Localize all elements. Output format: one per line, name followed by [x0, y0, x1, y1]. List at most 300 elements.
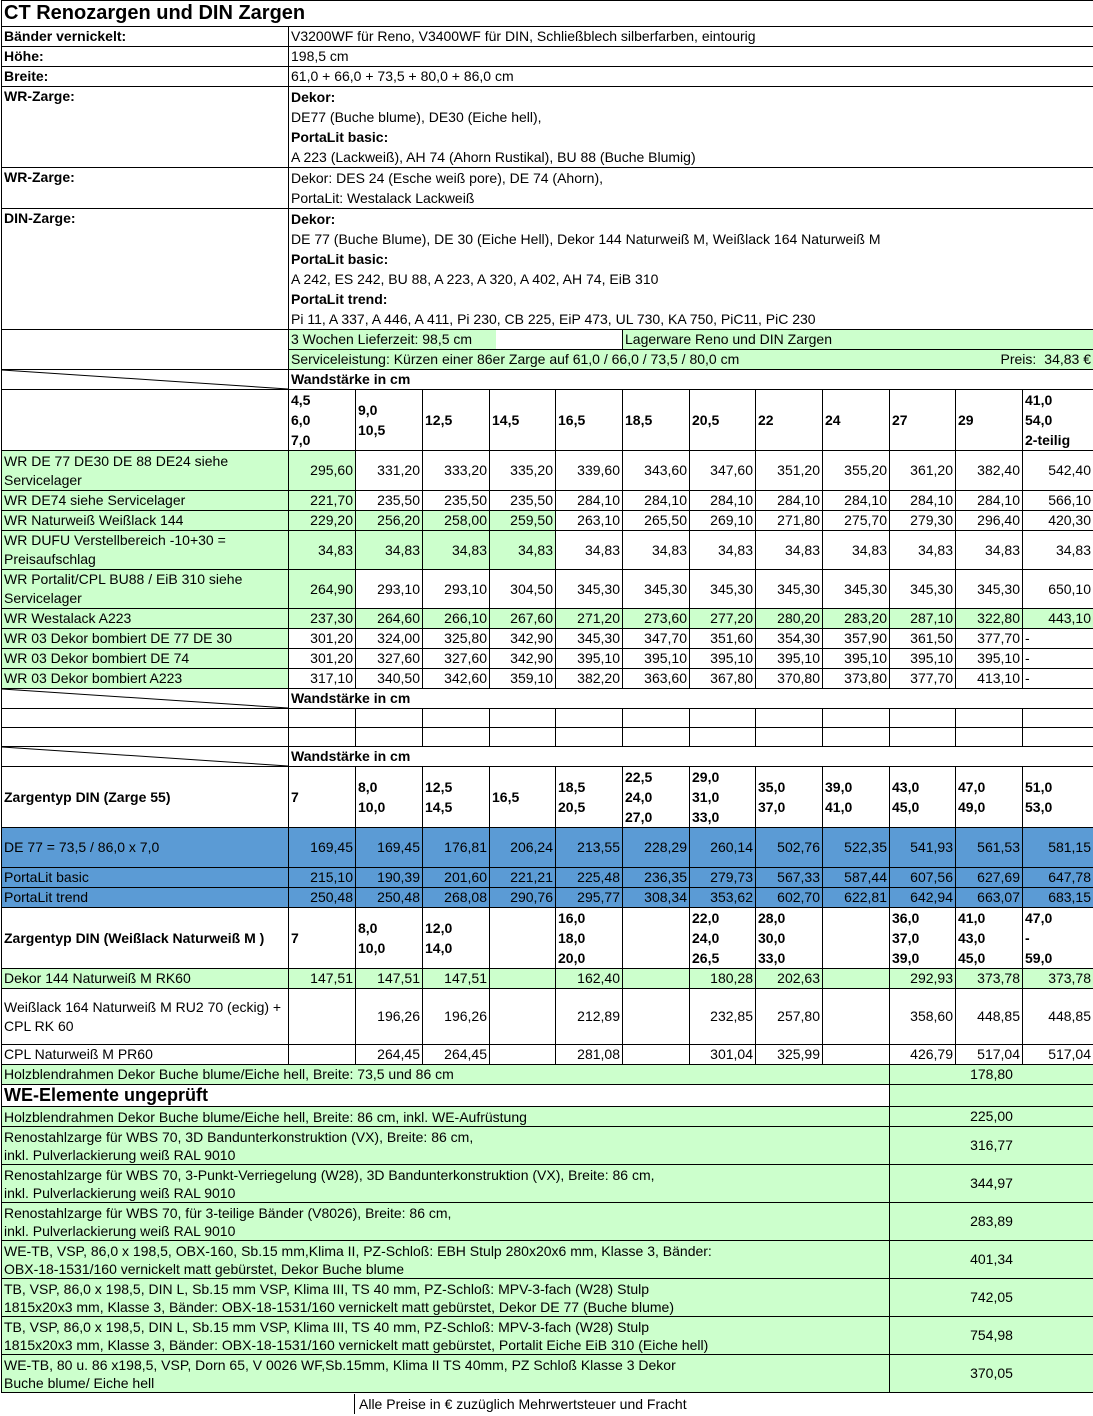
table-row: [2, 969, 1093, 989]
price-cell: 343,60: [623, 451, 690, 491]
cell-line: 37,0: [892, 930, 920, 946]
row-label: Weißlack 164 Naturweiß M RU2 70 (eckig) + CPL RK 60: [2, 989, 289, 1045]
price-cell: 304,50: [490, 570, 556, 609]
we-title: WE-Elemente ungeprüft: [2, 1085, 890, 1107]
price-cell: 395,10: [623, 649, 690, 669]
empty-cell: [2, 709, 289, 728]
cell-line: 33,0: [758, 950, 786, 966]
price-cell: 267,60: [490, 609, 556, 629]
price-cell: 345,30: [823, 570, 890, 609]
price-cell: 264,45: [423, 1045, 490, 1065]
price-cell: 502,76: [756, 828, 823, 868]
price-cell: [623, 1045, 690, 1065]
price-cell: 258,00: [423, 511, 490, 531]
cell-line: 27: [892, 412, 908, 428]
diagonal-line: [2, 689, 288, 708]
diagonal-cell: [2, 747, 289, 767]
price-cell: 443,10: [1023, 609, 1093, 629]
we-item-price: 225,00: [890, 1107, 1093, 1127]
row-label: Dekor 144 Naturweiß M RK60: [2, 969, 289, 989]
price-cell: 280,20: [756, 609, 823, 629]
cell-line: 37,0: [758, 799, 786, 815]
price-cell: 283,20: [823, 609, 890, 629]
cell-line: 10,5: [358, 422, 386, 438]
price-cell: 295,77: [556, 888, 623, 908]
price-cell: 235,50: [490, 491, 556, 511]
we-item-price: 401,34: [890, 1241, 1093, 1279]
empty-cell: [490, 728, 556, 747]
table-row: [2, 649, 1093, 669]
table-row: [2, 47, 1093, 67]
wall-thickness-header: [823, 390, 890, 451]
cell-line: 22: [758, 412, 774, 428]
lieferzeit: 3 Wochen Lieferzeit: 98,5 cm: [289, 330, 623, 350]
diagonal-cell: [2, 689, 289, 709]
holz-price: 178,80: [890, 1065, 1093, 1085]
we-item-price: 316,77: [890, 1127, 1093, 1165]
cell-line: 39,0: [892, 950, 920, 966]
table-row: [2, 1355, 1093, 1393]
row-label: WR Portalit/CPL BU88 / EiB 310 siehe Servicelager: [2, 570, 289, 609]
price-cell: 333,20: [423, 451, 490, 491]
cell-line: 18,5: [625, 412, 653, 428]
row-label: WR 03 Dekor bombiert DE 77 DE 30: [2, 629, 289, 649]
price-cell: 284,10: [956, 491, 1023, 511]
holz-label: Holzblendrahmen Dekor Buche blume/Eiche hell, Breite: 73,5 und 86 cm: [2, 1065, 890, 1085]
price-cell: 363,60: [623, 669, 690, 689]
price-cell: 342,60: [423, 669, 490, 689]
wall-thickness-header: [423, 908, 490, 969]
price-cell: 34,83: [956, 531, 1023, 570]
price-cell: [823, 989, 890, 1045]
price-cell: 345,30: [956, 570, 1023, 609]
price-cell: 395,10: [690, 649, 756, 669]
empty-cell: [1023, 709, 1093, 728]
price-cell: 335,20: [490, 451, 556, 491]
cell-line: Holzblendrahmen Dekor Buche blume/Eiche hell, Breite: 86 cm, inkl. WE-Aufrüstung: [4, 1108, 527, 1125]
price-cell: [823, 1045, 890, 1065]
table-row: [2, 1241, 1093, 1279]
wall-thickness-header: [890, 908, 956, 969]
price-table: [1, 0, 1093, 1393]
wall-thickness-header: [556, 767, 623, 828]
cell-line: 26,5: [692, 950, 720, 966]
we-item-label: [2, 1279, 890, 1317]
price-cell: 34,83: [756, 531, 823, 570]
cell-line: 39,0: [825, 779, 853, 795]
cell-line: Dekor: DES 24 (Esche weiß pore), DE 74 (Ahorn),: [291, 170, 604, 186]
price-cell: 542,40: [1023, 451, 1093, 491]
empty-cell: [2, 330, 289, 370]
price-cell: 373,80: [823, 669, 890, 689]
cell-line: Dekor:: [291, 211, 336, 227]
price-cell: [490, 969, 556, 989]
price-cell: 370,80: [756, 669, 823, 689]
price-cell: 342,90: [490, 649, 556, 669]
service-price: [1001, 350, 1092, 369]
empty-cell: [490, 709, 556, 728]
we-title-price: [890, 1085, 1093, 1107]
price-cell: 34,83: [890, 531, 956, 570]
cell-line: OBX-18-1531/160 vernickelt matt gebürstet, Dekor Buche blume: [4, 1260, 404, 1277]
empty-cell: [423, 728, 490, 747]
cell-line: Pi 11, A 337, A 446, A 411, Pi 230, CB 225, EiP 473, UL 730, KA 750, PiC11, PiC 230: [291, 311, 816, 327]
price-cell: 236,35: [623, 868, 690, 888]
price-cell: 395,10: [823, 649, 890, 669]
info-value: 61,0 + 66,0 + 73,5 + 80,0 + 86,0 cm: [289, 67, 1093, 87]
cell-line: PortaLit: Westalack Lackweiß: [291, 190, 475, 206]
price-cell: 420,30: [1023, 511, 1093, 531]
cell-line: 16,0: [558, 910, 586, 926]
wall-thickness-header: [956, 908, 1023, 969]
cell-line: 54,0: [1025, 412, 1053, 428]
cell-line: 18,0: [558, 930, 586, 946]
cell-line: 14,5: [425, 799, 453, 815]
price-cell: 351,20: [756, 451, 823, 491]
table-row: [2, 87, 1093, 168]
we-item-label: [2, 1107, 890, 1127]
cell-line: DE 77 (Buche Blume), DE 30 (Eiche Hell), Dekor 144 Naturweiß M, Weißlack 164 Naturweiß M: [291, 231, 881, 247]
price-cell: 206,24: [490, 828, 556, 868]
price-cell: 359,10: [490, 669, 556, 689]
diagonal-cell: [2, 370, 289, 390]
row-label: CPL Naturweiß M PR60: [2, 1045, 289, 1065]
price-cell: 317,10: [289, 669, 356, 689]
price-cell: 176,81: [423, 828, 490, 868]
price-cell: 647,78: [1023, 868, 1093, 888]
cell-line: 14,0: [425, 940, 453, 956]
price-cell: 277,20: [690, 609, 756, 629]
cell-line: A 242, ES 242, BU 88, A 223, A 320, A 402, AH 74, EiB 310: [291, 271, 659, 287]
info-value: V3200WF für Reno, V3400WF für DIN, Schließblech silberfarben, eintourig: [289, 27, 1093, 47]
wall-thickness-header: [890, 767, 956, 828]
price-cell: 190,39: [356, 868, 423, 888]
price-cell: 355,20: [823, 451, 890, 491]
table-row: [2, 888, 1093, 908]
wall-thickness-header: [423, 390, 490, 451]
price-cell: 327,60: [356, 649, 423, 669]
empty-cell: [356, 709, 423, 728]
price-cell: 264,60: [356, 609, 423, 629]
table-row: [2, 67, 1093, 87]
table-row: [2, 709, 1093, 728]
we-item-price: 742,05: [890, 1279, 1093, 1317]
table-row: [2, 1045, 1093, 1065]
cell-line: A 223 (Lackweiß), AH 74 (Ahorn Rustikal), BU 88 (Buche Blumig): [291, 149, 696, 165]
cell-line: DE77 (Buche blume), DE30 (Eiche hell),: [291, 109, 542, 125]
price-cell: 347,70: [623, 629, 690, 649]
cell-line: 4,5: [291, 392, 311, 408]
price-cell: 327,60: [423, 649, 490, 669]
wall-thickness-header: [890, 390, 956, 451]
cell-line: 18,5: [558, 779, 586, 795]
wr1-details: [289, 87, 1093, 168]
price-cell: 373,78: [1023, 969, 1093, 989]
din55-label: Zargentyp DIN (Zarge 55): [2, 767, 289, 828]
wall-thickness-header: [823, 767, 890, 828]
cell-line: 12,0: [425, 920, 453, 936]
table-row: [2, 908, 1093, 969]
cell-line: 24,0: [625, 789, 653, 805]
price-cell: 607,56: [890, 868, 956, 888]
price-cell: 264,45: [356, 1045, 423, 1065]
price-cell: 395,10: [556, 649, 623, 669]
price-cell: 215,10: [289, 868, 356, 888]
price-cell: 257,80: [756, 989, 823, 1045]
price-cell: 342,90: [490, 629, 556, 649]
price-cell: 377,70: [956, 629, 1023, 649]
wr1-label: WR-Zarge:: [2, 87, 289, 168]
wall-thickness-header: [623, 390, 690, 451]
price-cell: 169,45: [289, 828, 356, 868]
price-cell: 287,10: [890, 609, 956, 629]
price-cell: 212,89: [556, 989, 623, 1045]
dinweiss-label: Zargentyp DIN (Weißlack Naturweiß M ): [2, 908, 289, 969]
cell-line: 22,0: [692, 910, 720, 926]
lagerware: Lagerware Reno und DIN Zargen: [623, 330, 1093, 350]
wandstaerke-label: Wandstärke in cm: [289, 747, 1093, 767]
cell-line: 20,0: [558, 950, 586, 966]
cell-line: 45,0: [892, 799, 920, 815]
cell-line: inkl. Pulverlackierung weiß RAL 9010: [4, 1184, 236, 1201]
cell-line: 1815x20x3 mm, Klasse 3, Bänder: OBX-18-1531/160 vernickelt matt gebürstet, Dekor DE 77 (Buche blume): [4, 1298, 675, 1315]
price-cell: 256,20: [356, 511, 423, 531]
cell-line: 9,0: [358, 402, 378, 418]
cell-line: 27,0: [625, 809, 653, 825]
table-row: [2, 451, 1093, 491]
price-cell: 221,21: [490, 868, 556, 888]
price-cell: 627,69: [956, 868, 1023, 888]
empty-cell: [756, 709, 823, 728]
price-cell: -: [1023, 649, 1093, 669]
price-cell: 642,94: [890, 888, 956, 908]
price-cell: 279,30: [890, 511, 956, 531]
table-row: [2, 1127, 1093, 1165]
price-cell: 260,14: [690, 828, 756, 868]
wr2-details: [289, 168, 1093, 209]
row-label: DE 77 = 73,5 / 86,0 x 7,0: [2, 828, 289, 868]
price-cell: 228,29: [623, 828, 690, 868]
price-cell: 301,20: [289, 649, 356, 669]
we-item-label: [2, 1127, 890, 1165]
cell-line: 53,0: [1025, 799, 1053, 815]
price-cell: 281,08: [556, 1045, 623, 1065]
price-cell: 325,99: [756, 1045, 823, 1065]
price-cell: 622,81: [823, 888, 890, 908]
price-cell: 290,76: [490, 888, 556, 908]
price-cell: 201,60: [423, 868, 490, 888]
price-cell: 235,50: [356, 491, 423, 511]
cell-line: WE-TB, 80 u. 86 x198,5, VSP, Dorn 65, V 0026 WF,Sb.15mm, Klima II TS 40mm, PZ Schloß Klasse 3 Dekor: [4, 1356, 676, 1373]
price-cell: 448,85: [1023, 989, 1093, 1045]
cell-line: Renostahlzarge für WBS 70, 3-Punkt-Verriegelung (W28), 3D Bandunterkonstruktion (VX), Breite: 86 cm,: [4, 1166, 655, 1183]
price-cell: 147,51: [356, 969, 423, 989]
price-cell: 517,04: [1023, 1045, 1093, 1065]
table-row: [2, 689, 1093, 709]
cell-line: TB, VSP, 86,0 x 198,5, DIN L, Sb.15 mm VSP, Klima III, TS 40 mm, PZ-Schloß: MPV-3-fach (W28) Stulp: [4, 1318, 650, 1335]
price-cell: 345,30: [690, 570, 756, 609]
price-cell: 34,83: [556, 531, 623, 570]
we-item-label: [2, 1241, 890, 1279]
empty-cell: [956, 709, 1023, 728]
wall-thickness-header: [556, 908, 623, 969]
cell-line: PortaLit trend:: [291, 291, 388, 307]
wall-thickness-header: [289, 390, 356, 451]
price-cell: 322,80: [956, 609, 1023, 629]
cell-line: inkl. Pulverlackierung weiß RAL 9010: [4, 1146, 236, 1163]
empty-cell: [623, 709, 690, 728]
cell-line: 29,0: [692, 769, 720, 785]
cell-line: 29: [958, 412, 974, 428]
price-cell: 250,48: [289, 888, 356, 908]
cell-line: 41,0: [1025, 392, 1053, 408]
cell-line: Renostahlzarge für WBS 70, für 3-teilige Bänder (V8026), Breite: 86 cm,: [4, 1204, 452, 1221]
table-row: [2, 609, 1093, 629]
price-cell: 235,50: [423, 491, 490, 511]
wall-thickness-header: [756, 390, 823, 451]
empty-cell: [956, 728, 1023, 747]
price-cell: 351,60: [690, 629, 756, 649]
price-cell: 377,70: [890, 669, 956, 689]
price-cell: 354,30: [756, 629, 823, 649]
wall-thickness-header: [823, 908, 890, 969]
wall-thickness-header: [490, 390, 556, 451]
price-cell: 339,60: [556, 451, 623, 491]
info-label: Breite:: [2, 67, 289, 87]
cell-line: 1815x20x3 mm, Klasse 3, Bänder: OBX-18-1531/160 vernickelt matt gebürstet, Portalit Eiche EiB 310 (Eiche hell): [4, 1336, 709, 1353]
table-row: [2, 1203, 1093, 1241]
empty-cell: [1023, 728, 1093, 747]
service-text: Serviceleistung: Kürzen einer 86er Zarge auf 61,0 / 66,0 / 73,5 / 80,0 cm: [291, 351, 740, 367]
empty-cell: [423, 709, 490, 728]
price-cell: 250,48: [356, 888, 423, 908]
wall-thickness-header: [490, 767, 556, 828]
row-label: WR Westalack A223: [2, 609, 289, 629]
price-cell: 561,53: [956, 828, 1023, 868]
wall-thickness-header: [356, 908, 423, 969]
row-label: PortaLit basic: [2, 868, 289, 888]
info-label: Bänder vernickelt:: [2, 27, 289, 47]
table-row: [2, 1065, 1093, 1085]
price-cell: 522,35: [823, 828, 890, 868]
row-label: WR DUFU Verstellbereich -10+30 = Preisaufschlag: [2, 531, 289, 570]
empty-cell: [623, 728, 690, 747]
wall-thickness-header: [756, 908, 823, 969]
price-cell: [289, 989, 356, 1045]
price-cell: 34,83: [423, 531, 490, 570]
empty-cell: [890, 728, 956, 747]
table-row: [2, 27, 1093, 47]
table-row: [2, 330, 1093, 350]
wall-thickness-header: [756, 767, 823, 828]
wall-thickness-header: [289, 908, 356, 969]
price-cell: 301,04: [690, 1045, 756, 1065]
price-cell: 382,20: [556, 669, 623, 689]
wall-thickness-header: [1023, 908, 1093, 969]
price-cell: 202,63: [756, 969, 823, 989]
cell-line: 30,0: [758, 930, 786, 946]
price-cell: 264,90: [289, 570, 356, 609]
price-cell: 331,20: [356, 451, 423, 491]
din-label: DIN-Zarge:: [2, 209, 289, 330]
cell-line: 59,0: [1025, 950, 1053, 966]
cell-line: Renostahlzarge für WBS 70, 3D Bandunterkonstruktion (VX), Breite: 86 cm,: [4, 1128, 474, 1145]
price-cell: 275,70: [823, 511, 890, 531]
cell-line: 7: [291, 789, 299, 805]
we-item-label: [2, 1203, 890, 1241]
price-cell: 448,85: [956, 989, 1023, 1045]
price-cell: 395,10: [890, 649, 956, 669]
empty-cell: [823, 709, 890, 728]
price-cell: 229,20: [289, 511, 356, 531]
price-cell: [623, 989, 690, 1045]
price-cell: 284,10: [690, 491, 756, 511]
empty-cell: [356, 728, 423, 747]
cell-line: PortaLit basic:: [291, 251, 389, 267]
price-cell: 34,83: [1023, 531, 1093, 570]
table-row: [2, 531, 1093, 570]
we-item-label: [2, 1317, 890, 1355]
wall-thickness-header: [356, 767, 423, 828]
price-cell: 358,60: [890, 989, 956, 1045]
price-cell: 567,33: [756, 868, 823, 888]
table-row: [2, 1085, 1093, 1107]
price-cell: 232,85: [690, 989, 756, 1045]
price-cell: 683,15: [1023, 888, 1093, 908]
table-row: [2, 390, 1093, 451]
wandstaerke-label: Wandstärke in cm: [289, 370, 1093, 390]
price-cell: 293,10: [423, 570, 490, 609]
diagonal-line: [2, 370, 288, 389]
table-row: [2, 747, 1093, 767]
wall-thickness-header: [623, 767, 690, 828]
price-cell: 34,83: [356, 531, 423, 570]
row-label: PortaLit trend: [2, 888, 289, 908]
cell-line: 33,0: [692, 809, 720, 825]
wandstaerke-label: Wandstärke in cm: [289, 689, 1093, 709]
empty-cell: [2, 728, 289, 747]
price-cell: 340,50: [356, 669, 423, 689]
price-cell: 517,04: [956, 1045, 1023, 1065]
price-cell: 566,10: [1023, 491, 1093, 511]
we-item-price: 754,98: [890, 1317, 1093, 1355]
table-row: [2, 370, 1093, 390]
cell-line: 12,5: [425, 779, 453, 795]
cell-line: 49,0: [958, 799, 986, 815]
cell-line: 16,5: [558, 412, 586, 428]
price-cell: 269,10: [690, 511, 756, 531]
cell-line: 2-teilig: [1025, 432, 1071, 448]
table-row: [2, 570, 1093, 609]
price-cell: 284,10: [756, 491, 823, 511]
table-row: [2, 209, 1093, 330]
empty-cell: [690, 709, 756, 728]
price-cell: 162,40: [556, 969, 623, 989]
table-row: [2, 828, 1093, 868]
service-info: [289, 350, 1093, 370]
price-cell: 347,60: [690, 451, 756, 491]
wall-thickness-header: [289, 767, 356, 828]
cell-line: 8,0: [358, 920, 378, 936]
cell-line: 16,5: [492, 789, 520, 805]
row-label: WR DE74 siehe Servicelager: [2, 491, 289, 511]
price-cell: 147,51: [423, 969, 490, 989]
empty-cell: [556, 728, 623, 747]
price-cell: 295,60: [289, 451, 356, 491]
price-cell: 213,55: [556, 828, 623, 868]
row-label: WR Naturweiß Weißlack 144: [2, 511, 289, 531]
price-cell: 308,34: [623, 888, 690, 908]
